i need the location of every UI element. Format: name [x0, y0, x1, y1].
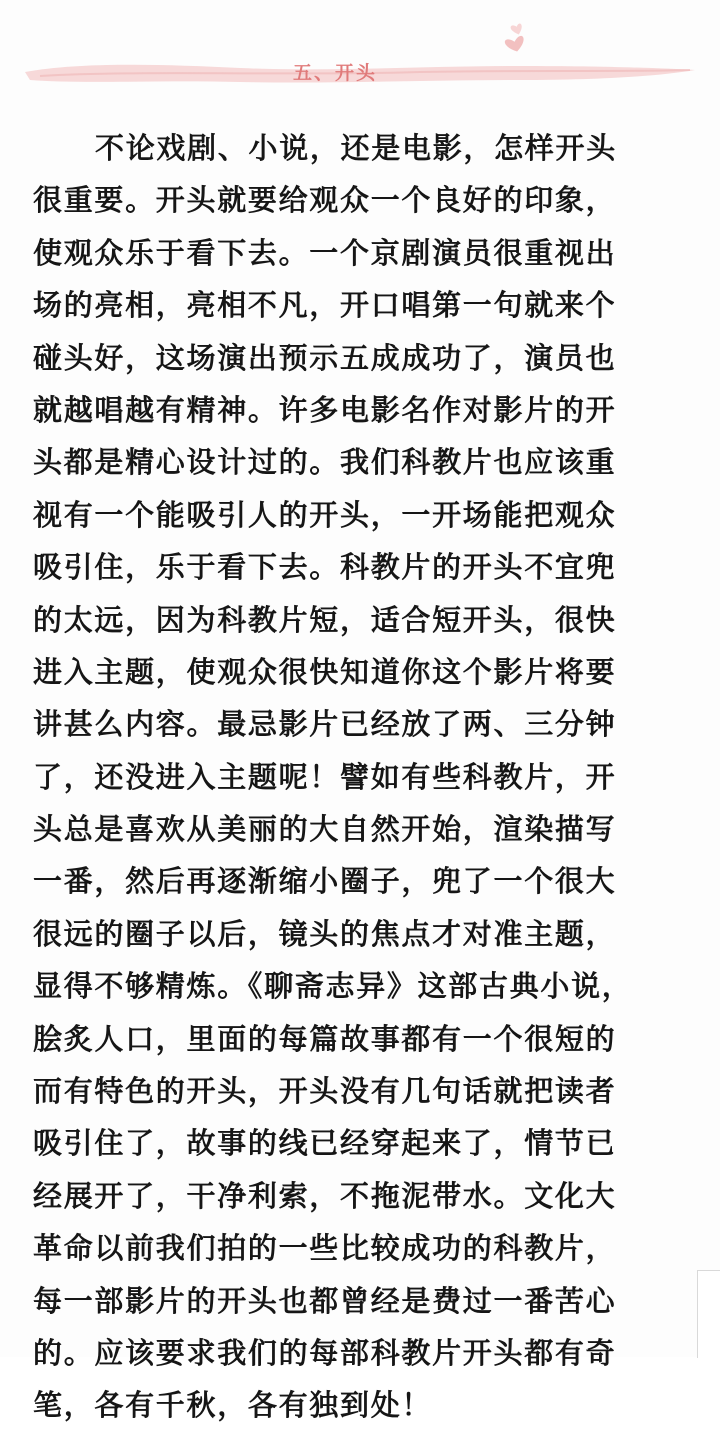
- text-line: 的。应该要求我们的每部科教片开头都有奇: [33, 1335, 617, 1370]
- text-line: 吸引住，乐于看下去。科教片的开头不宜兜: [33, 550, 617, 585]
- text-line: 头都是精心设计过的。我们科教片也应该重: [33, 445, 617, 480]
- text-line: 笔，各有千秋，各有独到处！: [33, 1388, 433, 1423]
- text-line: 讲甚么内容。最忌影片已经放了两、三分钟: [33, 707, 617, 742]
- text-line: 就越唱越有精神。许多电影名作对影片的开: [33, 392, 617, 427]
- text-line: 经展开了，干净利索，不拖泥带水。文化大: [33, 1178, 617, 1213]
- text-line: 视有一个能吸引人的开头，一开场能把观众: [33, 497, 617, 532]
- text-line: 很远的圈子以后，镜头的焦点才对准主题，: [33, 916, 617, 951]
- text-line: 不论戏剧、小说，还是电影，怎样开头: [95, 131, 617, 165]
- text-line: 碰头好，这场演出预示五成成功了，演员也: [33, 340, 617, 375]
- text-line: 吸引住了，故事的线已经穿起来了，情节已: [33, 1126, 617, 1161]
- text-line: 进入主题，使观众很快知道你这个影片将要: [33, 654, 617, 689]
- text-line: 而有特色的开头，开头没有几句话就把读者: [33, 1074, 617, 1109]
- body-paragraph: [33, 122, 663, 1432]
- text-line: 脍炙人口，里面的每篇故事都有一个很短的: [33, 1021, 617, 1056]
- text-line: 了，还没进入主题呢！譬如有些科教片，开: [33, 759, 617, 794]
- heart-icon: [501, 23, 528, 54]
- section-title: 五、开头: [292, 62, 377, 84]
- page-edge-marker: [697, 1270, 720, 1358]
- header-ornament: [0, 0, 720, 110]
- text-line: 很重要。开头就要给观众一个良好的印象，: [33, 183, 617, 218]
- section-header: [0, 0, 720, 110]
- text-line: 显得不够精炼。《聊斋志异》这部古典小说，: [33, 969, 633, 1004]
- text-line: 一番，然后再逐渐缩小圈子，兜了一个很大: [33, 864, 617, 899]
- text-line: 头总是喜欢从美丽的大自然开始，渲染描写: [33, 812, 617, 847]
- text-line: 革命以前我们拍的一些比较成功的科教片，: [33, 1231, 617, 1266]
- text-line: 的太远，因为科教片短，适合短开头，很快: [33, 602, 617, 637]
- text-line: 使观众乐于看下去。一个京剧演员很重视出: [33, 235, 617, 270]
- text-line: 每一部影片的开头也都曾经是费过一番苦心: [33, 1283, 617, 1318]
- text-line: 场的亮相，亮相不凡，开口唱第一句就来个: [33, 288, 617, 323]
